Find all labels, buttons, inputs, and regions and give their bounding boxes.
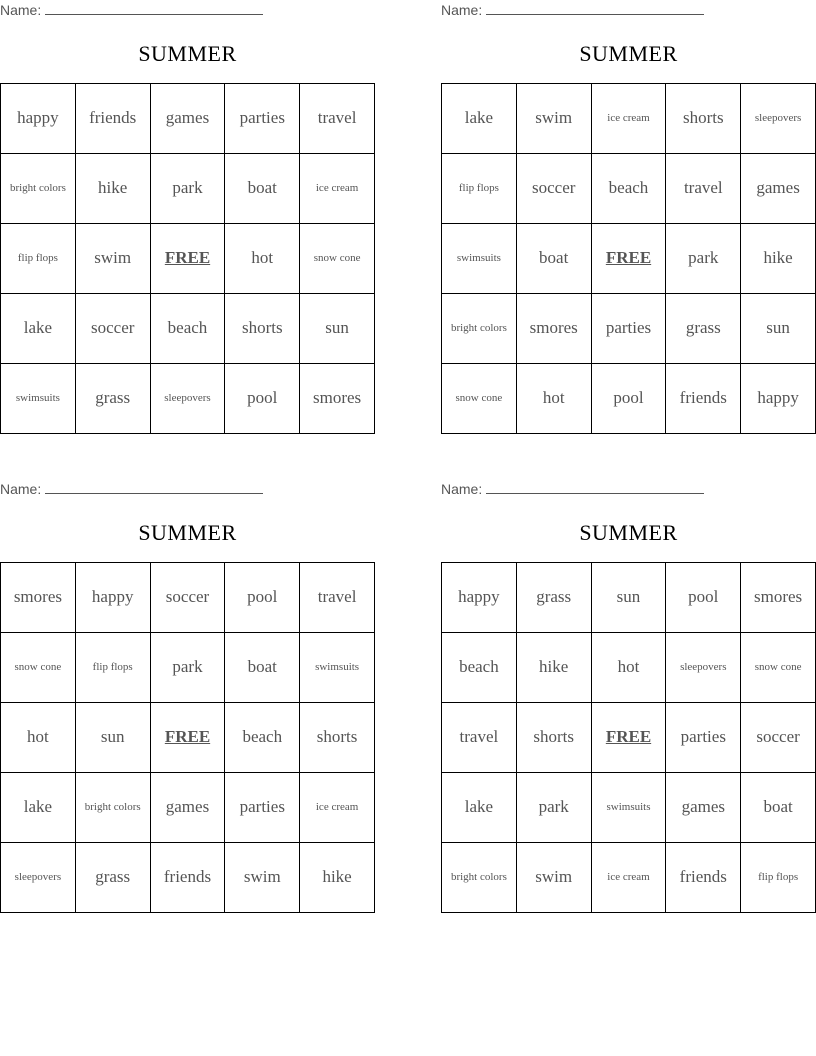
- bingo-cell[interactable]: parties: [225, 84, 300, 154]
- bingo-cell[interactable]: pool: [666, 563, 741, 633]
- bingo-cell[interactable]: pool: [225, 563, 300, 633]
- bingo-cell[interactable]: smores: [300, 364, 375, 434]
- bingo-cell[interactable]: ice cream: [300, 154, 375, 224]
- bingo-cell[interactable]: beach: [592, 154, 667, 224]
- bingo-cell[interactable]: grass: [76, 843, 151, 913]
- bingo-cell[interactable]: travel: [666, 154, 741, 224]
- bingo-cell[interactable]: flip flops: [442, 154, 517, 224]
- name-label: Name:: [441, 2, 483, 18]
- bingo-cell[interactable]: friends: [666, 843, 741, 913]
- bingo-cell[interactable]: park: [517, 773, 592, 843]
- bingo-cell[interactable]: swim: [76, 224, 151, 294]
- name-label: Name:: [441, 481, 483, 497]
- bingo-cell[interactable]: beach: [225, 703, 300, 773]
- bingo-cell[interactable]: ice cream: [592, 84, 667, 154]
- bingo-cell[interactable]: parties: [592, 294, 667, 364]
- bingo-cell[interactable]: soccer: [741, 703, 816, 773]
- bingo-cell[interactable]: ice cream: [300, 773, 375, 843]
- bingo-cell[interactable]: swimsuits: [442, 224, 517, 294]
- bingo-cell[interactable]: beach: [151, 294, 226, 364]
- bingo-cell[interactable]: hot: [225, 224, 300, 294]
- bingo-cell[interactable]: smores: [517, 294, 592, 364]
- bingo-cell[interactable]: hike: [76, 154, 151, 224]
- bingo-cell[interactable]: flip flops: [1, 224, 76, 294]
- bingo-cell[interactable]: hot: [1, 703, 76, 773]
- bingo-cell[interactable]: boat: [741, 773, 816, 843]
- bingo-cell[interactable]: happy: [76, 563, 151, 633]
- bingo-cell[interactable]: lake: [442, 84, 517, 154]
- bingo-cell[interactable]: grass: [76, 364, 151, 434]
- bingo-cell[interactable]: travel: [300, 84, 375, 154]
- name-field[interactable]: [0, 2, 263, 18]
- bingo-cell[interactable]: park: [151, 633, 226, 703]
- bingo-cell[interactable]: hot: [517, 364, 592, 434]
- bingo-cell[interactable]: sun: [592, 563, 667, 633]
- bingo-cell[interactable]: sun: [741, 294, 816, 364]
- card-title: SUMMER: [579, 41, 678, 66]
- bingo-cell[interactable]: sleepovers: [741, 84, 816, 154]
- bingo-cell[interactable]: park: [151, 154, 226, 224]
- free-space[interactable]: FREE: [151, 224, 226, 294]
- bingo-cell[interactable]: friends: [151, 843, 226, 913]
- name-underline[interactable]: [486, 481, 704, 494]
- bingo-cell[interactable]: snow cone: [1, 633, 76, 703]
- bingo-cell[interactable]: hike: [517, 633, 592, 703]
- bingo-cell[interactable]: flip flops: [76, 633, 151, 703]
- bingo-cell[interactable]: soccer: [76, 294, 151, 364]
- bingo-cell[interactable]: bright colors: [1, 154, 76, 224]
- bingo-cell[interactable]: park: [666, 224, 741, 294]
- bingo-cell[interactable]: games: [151, 84, 226, 154]
- bingo-cell[interactable]: games: [151, 773, 226, 843]
- bingo-cell[interactable]: happy: [741, 364, 816, 434]
- bingo-cell[interactable]: friends: [666, 364, 741, 434]
- name-underline[interactable]: [45, 481, 263, 494]
- bingo-cell[interactable]: shorts: [300, 703, 375, 773]
- bingo-cell[interactable]: grass: [666, 294, 741, 364]
- name-field[interactable]: [0, 481, 263, 497]
- bingo-cell[interactable]: snow cone: [741, 633, 816, 703]
- bingo-cell[interactable]: beach: [442, 633, 517, 703]
- bingo-cell[interactable]: boat: [225, 633, 300, 703]
- bingo-cell[interactable]: bright colors: [442, 294, 517, 364]
- name-label: Name:: [0, 2, 42, 18]
- bingo-cell[interactable]: travel: [300, 563, 375, 633]
- free-space[interactable]: FREE: [151, 703, 226, 773]
- bingo-cell[interactable]: soccer: [517, 154, 592, 224]
- bingo-cell[interactable]: snow cone: [442, 364, 517, 434]
- bingo-cell[interactable]: sun: [300, 294, 375, 364]
- name-underline[interactable]: [45, 2, 263, 15]
- bingo-cell[interactable]: parties: [225, 773, 300, 843]
- bingo-cell[interactable]: happy: [1, 84, 76, 154]
- bingo-cell[interactable]: smores: [741, 563, 816, 633]
- name-field[interactable]: [441, 481, 704, 497]
- bingo-cell[interactable]: happy: [442, 563, 517, 633]
- bingo-grid: [0, 562, 375, 913]
- bingo-grid: [0, 83, 375, 434]
- bingo-cell[interactable]: soccer: [151, 563, 226, 633]
- bingo-cell[interactable]: boat: [225, 154, 300, 224]
- bingo-cell[interactable]: swim: [517, 84, 592, 154]
- free-space[interactable]: FREE: [592, 224, 667, 294]
- bingo-grid: [441, 562, 816, 913]
- bingo-cell[interactable]: swim: [517, 843, 592, 913]
- bingo-cell[interactable]: swimsuits: [300, 633, 375, 703]
- card-title: SUMMER: [579, 520, 678, 545]
- bingo-cell[interactable]: lake: [1, 294, 76, 364]
- bingo-cell[interactable]: shorts: [666, 84, 741, 154]
- bingo-cell[interactable]: games: [666, 773, 741, 843]
- bingo-cell[interactable]: swim: [225, 843, 300, 913]
- bingo-cell[interactable]: hike: [300, 843, 375, 913]
- bingo-cell[interactable]: smores: [1, 563, 76, 633]
- bingo-cell[interactable]: pool: [225, 364, 300, 434]
- bingo-cell[interactable]: grass: [517, 563, 592, 633]
- bingo-cell[interactable]: shorts: [517, 703, 592, 773]
- name-underline[interactable]: [486, 2, 704, 15]
- card-title: SUMMER: [138, 41, 237, 66]
- bingo-cell[interactable]: swimsuits: [1, 364, 76, 434]
- bingo-cell[interactable]: parties: [666, 703, 741, 773]
- bingo-cell[interactable]: snow cone: [300, 224, 375, 294]
- bingo-cell[interactable]: friends: [76, 84, 151, 154]
- bingo-cell[interactable]: hike: [741, 224, 816, 294]
- bingo-cell[interactable]: sun: [76, 703, 151, 773]
- free-space[interactable]: FREE: [592, 703, 667, 773]
- bingo-cell[interactable]: sleepovers: [151, 364, 226, 434]
- name-label: Name:: [0, 481, 42, 497]
- bingo-cell[interactable]: bright colors: [442, 843, 517, 913]
- bingo-cell[interactable]: ice cream: [592, 843, 667, 913]
- bingo-cell[interactable]: swimsuits: [592, 773, 667, 843]
- bingo-cell[interactable]: shorts: [225, 294, 300, 364]
- bingo-cell[interactable]: lake: [442, 773, 517, 843]
- bingo-cell[interactable]: pool: [592, 364, 667, 434]
- bingo-cell[interactable]: lake: [1, 773, 76, 843]
- name-field[interactable]: [441, 2, 704, 18]
- bingo-cell[interactable]: sleepovers: [666, 633, 741, 703]
- bingo-cell[interactable]: boat: [517, 224, 592, 294]
- bingo-cell[interactable]: sleepovers: [1, 843, 76, 913]
- card-title: SUMMER: [138, 520, 237, 545]
- bingo-cell[interactable]: travel: [442, 703, 517, 773]
- bingo-grid: [441, 83, 816, 434]
- bingo-cell[interactable]: bright colors: [76, 773, 151, 843]
- bingo-cell[interactable]: flip flops: [741, 843, 816, 913]
- bingo-cell[interactable]: games: [741, 154, 816, 224]
- bingo-cell[interactable]: hot: [592, 633, 667, 703]
